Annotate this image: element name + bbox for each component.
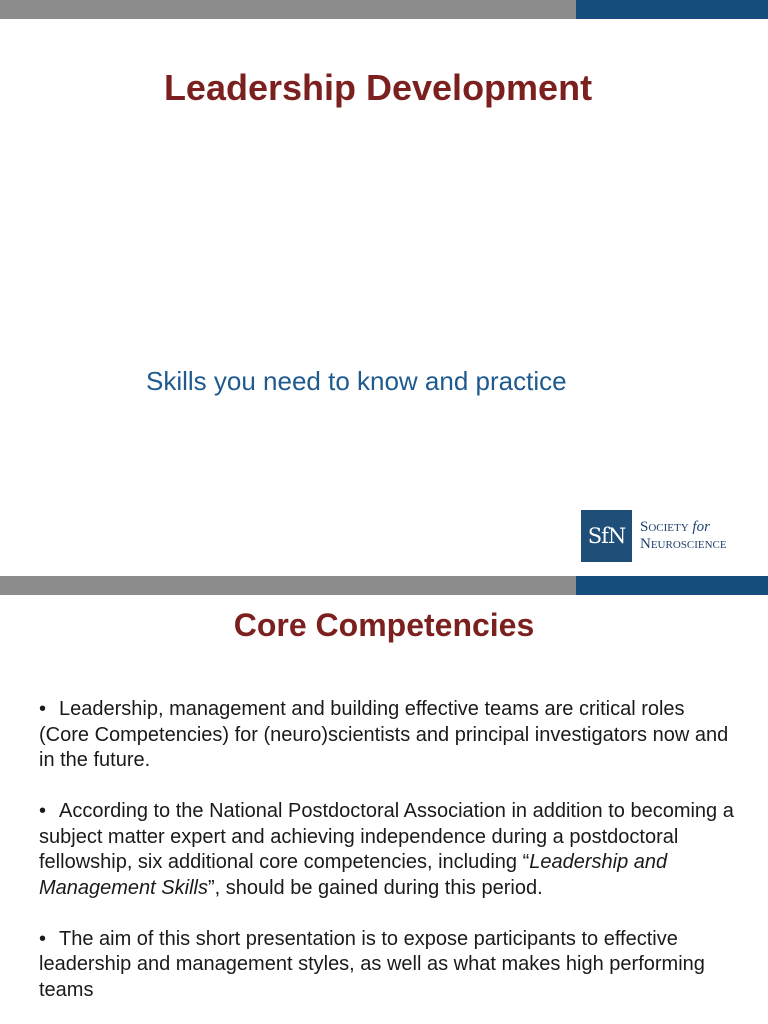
slide-title-heading: Leadership Development: [163, 67, 593, 108]
slide-core-competencies: [0, 576, 768, 1024]
sfn-logo-text: [640, 519, 727, 553]
bullet-text-end: ”, should be gained during this period.: [207, 876, 543, 899]
bullet-text: The aim of this short presentation is to expose participants to effective leadership and management styles, as well as what makes high performing teams: [39, 927, 705, 1001]
bullet-icon: •: [39, 927, 47, 950]
bullet-icon: •: [39, 698, 47, 720]
top-bar-gray: [0, 0, 576, 19]
logo-neuroscience: Neuroscience: [640, 536, 727, 552]
slide-subtitle: Skills you need to know and practice: [146, 366, 567, 396]
top-bar: [0, 0, 768, 19]
top-bar-gray: [0, 576, 576, 595]
logo-society: Society: [640, 519, 689, 535]
bullet-list: [39, 697, 739, 1024]
bullet-item: [39, 799, 739, 901]
bullet-icon: •: [39, 800, 47, 822]
slide-heading: Core Competencies: [233, 607, 535, 643]
sfn-logo-mark: SfN: [581, 510, 632, 562]
top-bar-blue: [576, 576, 768, 595]
top-bar: [0, 576, 768, 595]
bullet-item: [39, 927, 739, 1004]
bullet-item: [39, 697, 739, 774]
top-bar-blue: [576, 0, 768, 19]
bullet-emphasis: Leadership and Management Skills: [39, 851, 668, 899]
sfn-logo: [581, 510, 761, 562]
bullet-text: Leadership, management and building effective teams are critical roles (Core Competencies) for (neuro)scientists and principal investigators now and in the future.: [39, 698, 729, 771]
logo-for: for: [692, 519, 710, 535]
bullet-text: According to the National Postdoctoral Association in addition to becoming a subject matter expert and achieving independence during a postdoctoral fellowship, six additional core competencies, including “: [39, 800, 734, 873]
